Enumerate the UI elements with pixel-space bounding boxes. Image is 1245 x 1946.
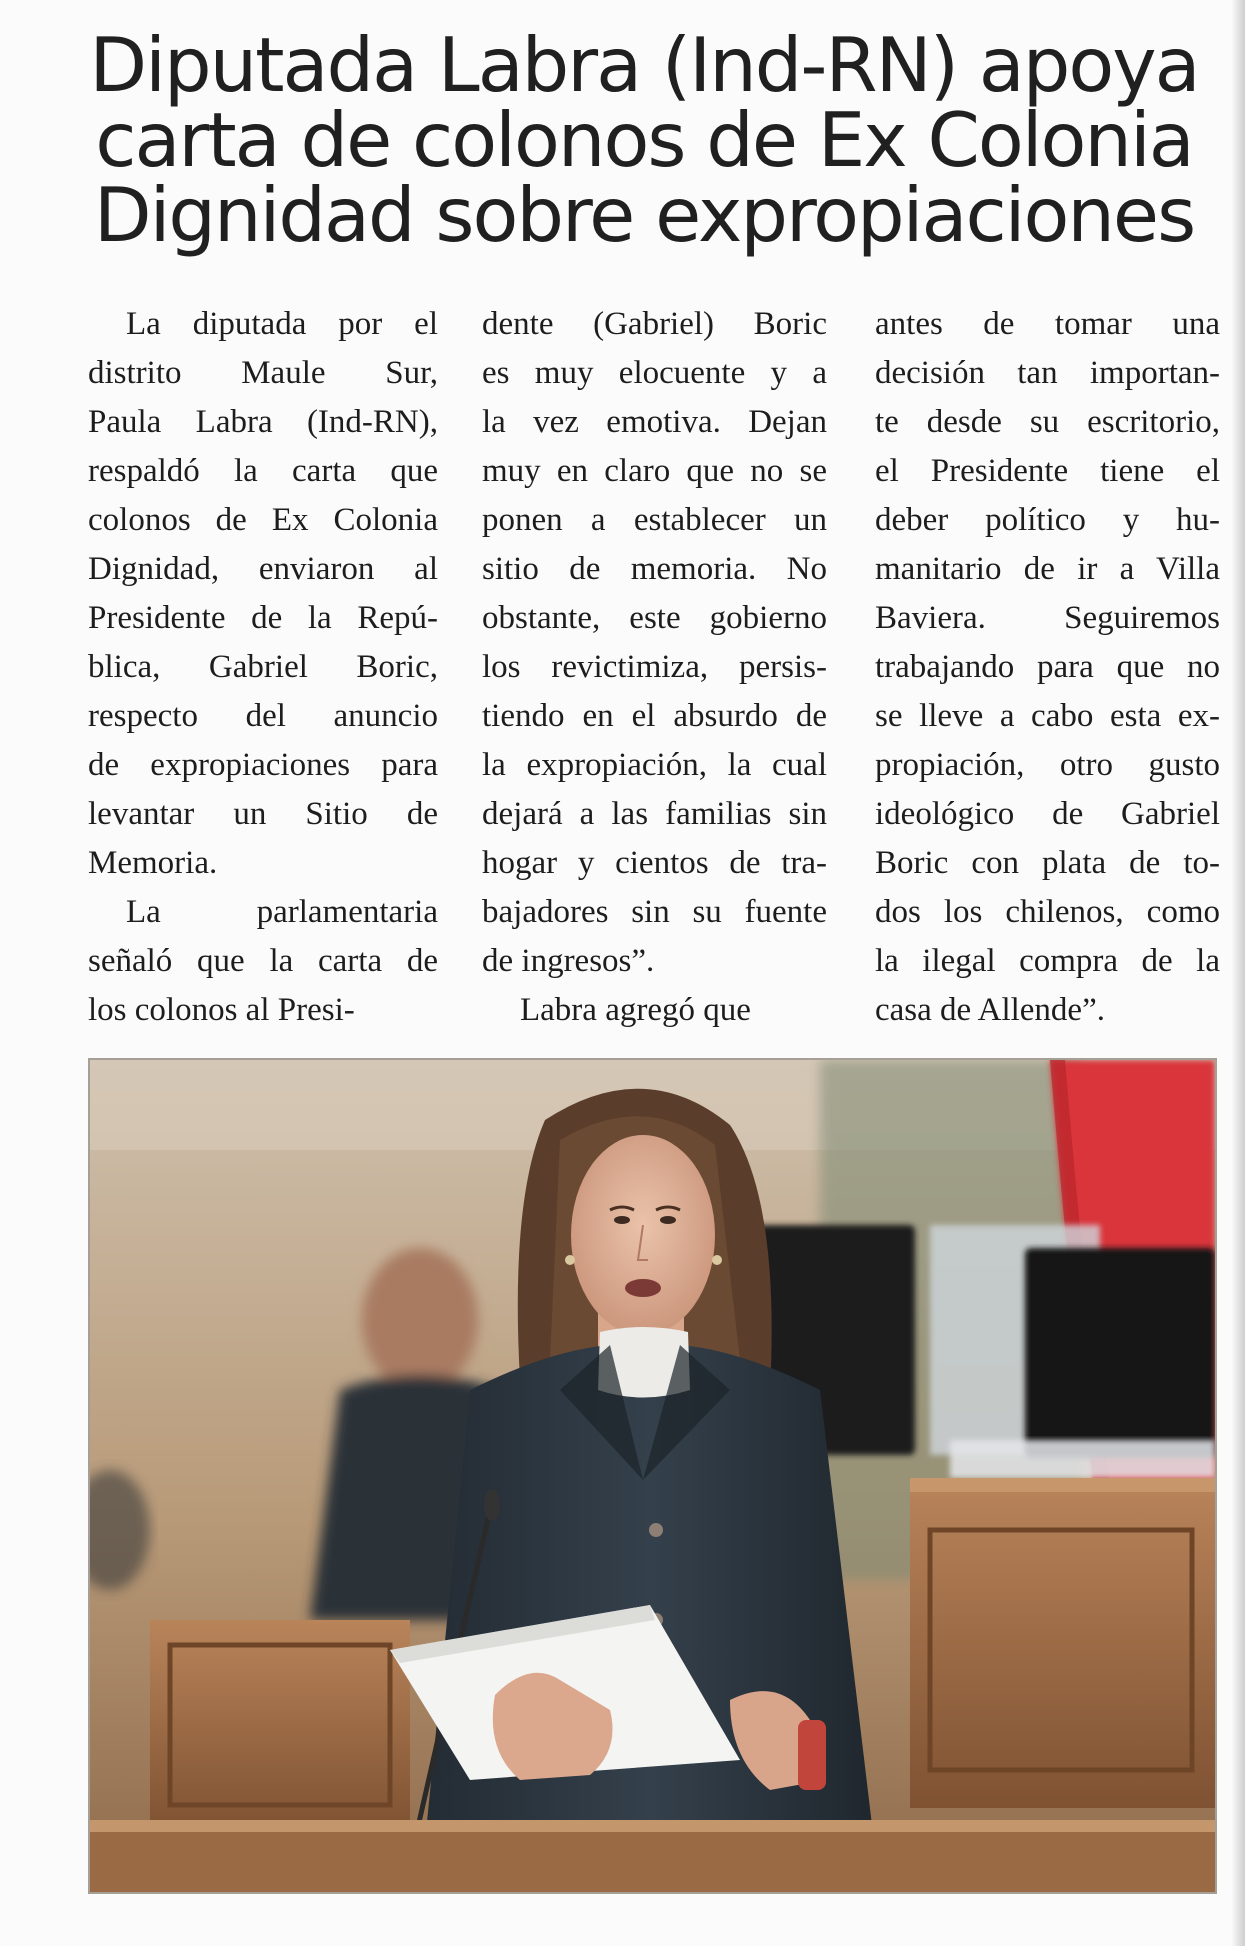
article-line: propiación, otro gusto (875, 747, 1220, 783)
article-line: respaldó la carta que (88, 453, 438, 489)
photo-speaker-at-podium (90, 1060, 1215, 1892)
article-line: la expropiación, la cual (482, 747, 827, 783)
article-line: deber político y hu- (875, 502, 1220, 538)
article-line: tiendo en el absurdo de (482, 698, 827, 734)
article-line: dejará a las familias sin (482, 796, 827, 832)
article-line: Memoria. (88, 845, 218, 881)
article-line: blica, Gabriel Boric, (88, 649, 438, 685)
headline-line-1: Diputada Labra (Ind-RN) apoya (89, 21, 1199, 109)
article-line: obstante, este gobierno (482, 600, 827, 636)
article-line: Presidente de la Repú- (88, 600, 438, 636)
article-line: los colonos al Presi- (88, 992, 355, 1028)
article-line: ponen a establecer un (482, 502, 827, 538)
article-line: hogar y cientos de tra- (482, 845, 827, 881)
article-column-2 (482, 300, 827, 1035)
article-line: sitio de memoria. No (482, 551, 827, 587)
article-column-3 (875, 300, 1220, 1035)
article-line: señaló que la carta de (88, 943, 438, 979)
article-line: te desde su escritorio, (875, 404, 1220, 440)
article-line: muy en claro que no se (482, 453, 827, 489)
photo-speaker-face (571, 1135, 715, 1335)
article-line: trabajando para que no (875, 649, 1220, 685)
article-line: la vez emotiva. Dejan (482, 404, 827, 440)
page-edge-shadow (1231, 0, 1245, 1946)
article-line: bajadores sin su fuente (482, 894, 827, 930)
article-line: La diputada por el (126, 306, 438, 342)
article-line: de expropiaciones para (88, 747, 438, 783)
article-line: Baviera. Seguiremos (875, 600, 1220, 636)
article-line: dente (Gabriel) Boric (482, 306, 827, 342)
article-line: el Presidente tiene el (875, 453, 1220, 489)
article-line: ideológico de Gabriel (875, 796, 1220, 832)
article-line: levantar un Sitio de (88, 796, 438, 832)
article-line: los revictimiza, persis- (482, 649, 827, 685)
article-line: antes de tomar una (875, 306, 1220, 342)
photo-monitor-right (1025, 1248, 1215, 1458)
article-line: dos los chilenos, como (875, 894, 1220, 930)
headline-line-3: Dignidad sobre expropiaciones (93, 171, 1195, 259)
article-line: distrito Maule Sur, (88, 355, 438, 391)
article-line: Dignidad, enviaron al (88, 551, 438, 587)
article-photo (88, 1058, 1217, 1894)
article-headline (88, 21, 1200, 259)
headline-line-2: carta de colonos de Ex Colonia (95, 96, 1193, 184)
article-line: La parlamentaria (126, 894, 438, 930)
article-line: decisión tan importan- (875, 355, 1220, 391)
article-line: casa de Allende”. (875, 992, 1105, 1028)
article-line: Labra agregó que (520, 992, 751, 1028)
article-line: Paula Labra (Ind-RN), (88, 404, 438, 440)
article-line: es muy elocuente y a (482, 355, 827, 391)
article-line: colonos de Ex Colonia (88, 502, 438, 538)
article-column-1 (88, 300, 438, 1035)
photo-desk-left (150, 1620, 410, 1830)
article-line: la ilegal compra de la (875, 943, 1220, 979)
article-line: respecto del anuncio (88, 698, 438, 734)
article-line: de ingresos”. (482, 943, 655, 979)
article-line: se lleve a cabo esta ex- (875, 698, 1220, 734)
article-line: manitario de ir a Villa (875, 551, 1220, 587)
article-line: Boric con plata de to- (875, 845, 1220, 881)
